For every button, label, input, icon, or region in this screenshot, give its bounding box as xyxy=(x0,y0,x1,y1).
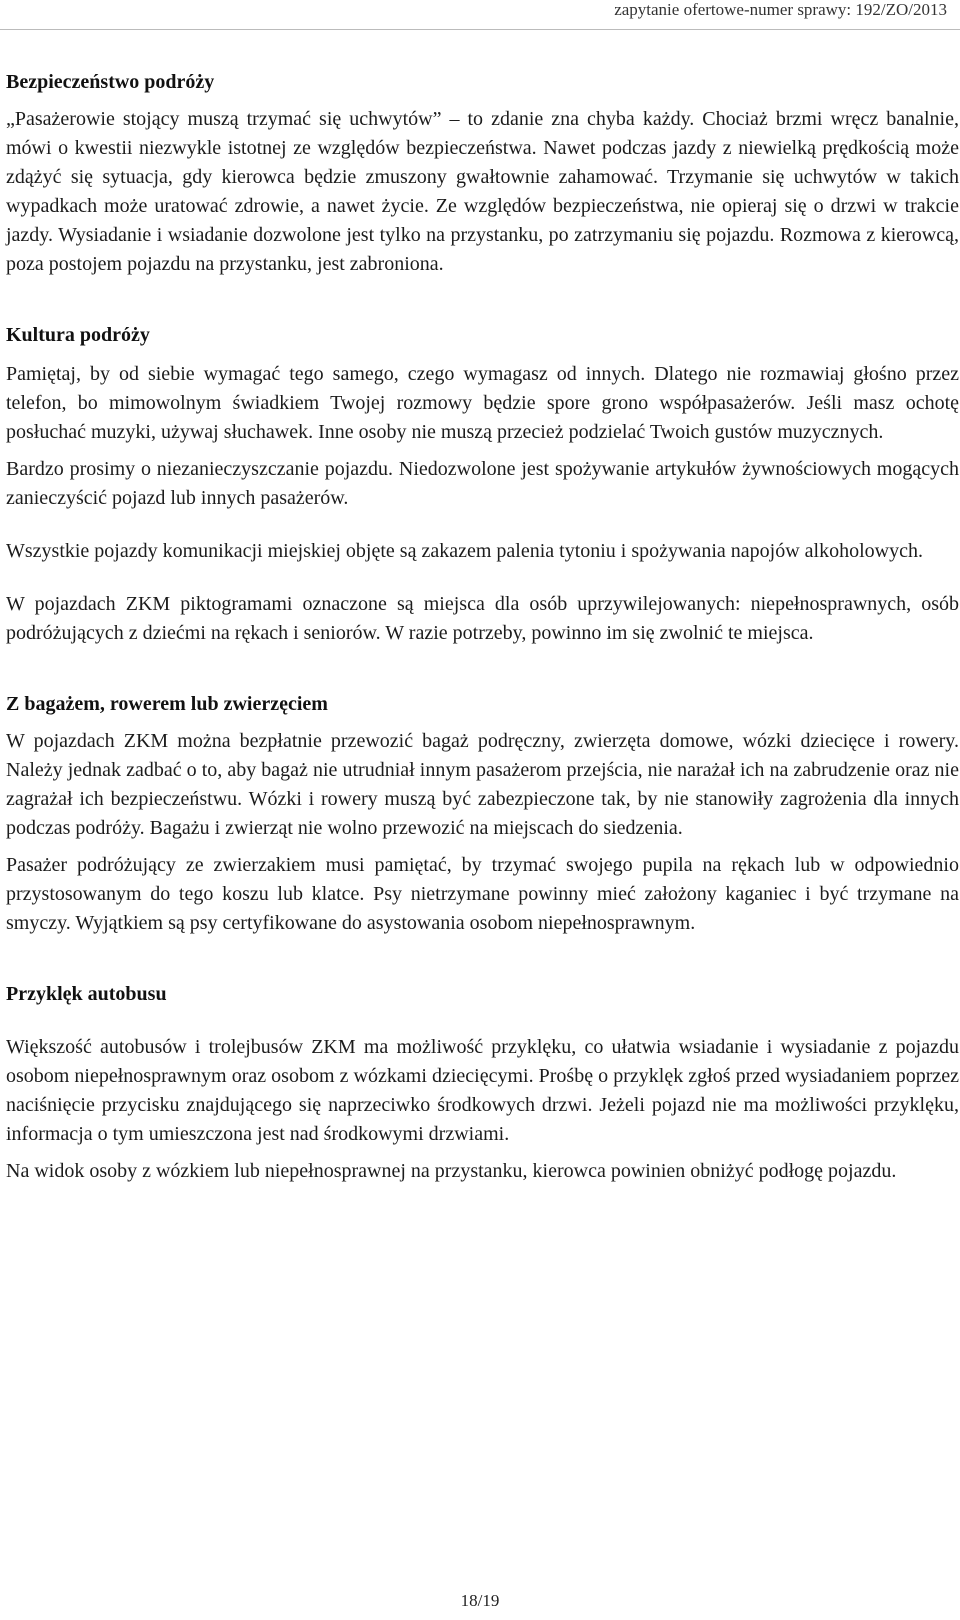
paragraph: Wszystkie pojazdy komunikacji miejskiej objęte są zakazem palenia tytoniu i spożywania napojów alkoholowych. xyxy=(6,540,923,562)
paragraph: W pojazdach ZKM piktogramami oznaczone są miejsca dla osób uprzywilejowanych: niepełnosprawnych, osób podróżujących z dziećmi na rękach i seniorów. W razie potrzeby, powinno im się zwolnić te miejsca. xyxy=(6,593,959,644)
paragraph: W pojazdach ZKM można bezpłatnie przewozić bagaż podręczny, zwierzęta domowe, wózki dziecięce i rowery. Należy jednak zadbać o to, aby bagaż nie utrudniał innym pasażerom przejścia, nie narażał ich na zabrudzenie oraz nie zagrażał ich bezpieczeństwu. Wózki i rowery muszą być zabezpieczone tak, by nie stanowiły zagrożenia dla innych podczas podróży. Bagażu i zwierząt nie wolno przewozić na miejscach do siedzenia. xyxy=(6,730,959,839)
document-body xyxy=(6,68,959,1186)
header-divider xyxy=(0,29,960,30)
section-heading: Z bagażem, rowerem lub zwierzęciem xyxy=(6,693,328,715)
paragraph: Pasażer podróżujący ze zwierzakiem musi pamiętać, by trzymać swojego pupila na rękach lub w odpowiednio przystosowanym do tego koszu lub klatce. Psy nietrzymane powinny mieć założony kaganiec i być trzymane na smyczy. Wyjątkiem są psy certyfikowane do asystowania osobom niepełnosprawnym. xyxy=(6,854,959,934)
paragraph: Pamiętaj, by od siebie wymagać tego samego, czego wymagasz od innych. Dlatego nie rozmawiaj głośno przez telefon, bo mimowolnym świadkiem Twojej rozmowy będzie spore grono współpasażerów. Jeśli masz ochotę posłuchać muzyki, używaj słuchawek. Inne osoby nie muszą przecież podzielać Twoich gustów muzycznych. xyxy=(6,363,959,443)
section-heading: Przyklęk autobusu xyxy=(6,983,167,1005)
section-bagaz xyxy=(6,690,959,938)
section-kultura xyxy=(6,321,959,648)
paragraph: Bardzo prosimy o niezanieczyszczanie pojazdu. Niedozwolone jest spożywanie artykułów żywnościowych mogących zanieczyścić pojazd lub innych pasażerów. xyxy=(6,458,959,509)
section-heading: Bezpieczeństwo podróży xyxy=(6,71,215,93)
section-heading: Kultura podróży xyxy=(6,324,150,346)
paragraph: Na widok osoby z wózkiem lub niepełnosprawnej na przystanku, kierowca powinien obniżyć podłogę pojazdu. xyxy=(6,1160,897,1182)
page-number: 18/19 xyxy=(460,1591,500,1610)
section-przyklek xyxy=(6,980,959,1186)
page-footer xyxy=(0,1591,960,1611)
paragraph: „Pasażerowie stojący muszą trzymać się uchwytów” – to zdanie zna chyba każdy. Chociaż brzmi wręcz banalnie, mówi o kwestii niezwykle istotnej ze względów bezpieczeństwa. Nawet podczas jazdy z niewielką prędkością może zdążyć się sytuacja, gdy kierowca będzie zmuszony gwałtownie zahamować. Trzymanie się uchwytów w takich wypadkach może uratować zdrowie, a nawet życie. Ze względów bezpieczeństwa, nie opieraj się o drzwi w trakcie jazdy. Wysiadanie i wsiadanie dozwolone jest tylko na przystanku, po zatrzymaniu się pojazdu. Rozmowa z kierowcą, poza postojem pojazdu na przystanku, jest zabroniona. xyxy=(6,108,959,275)
case-number: zapytanie ofertowe-numer sprawy: 192/ZO/2013 xyxy=(614,0,947,19)
paragraph: Większość autobusów i trolejbusów ZKM ma możliwość przyklęku, co ułatwia wsiadanie i wysiadanie z pojazdu osobom niepełnosprawnym oraz osobom z wózkami dziecięcymi. Prośbę o przyklęk zgłoś przed wysiadaniem poprzez naciśnięcie przycisku znajdującego się naprzeciwko środkowych drzwi. Jeżeli pojazd nie ma możliwości przyklęku, informacja o tym umieszczona jest nad środkowymi drzwiami. xyxy=(6,1036,959,1145)
page-header xyxy=(0,0,960,20)
section-bezpieczenstwo xyxy=(6,68,959,279)
